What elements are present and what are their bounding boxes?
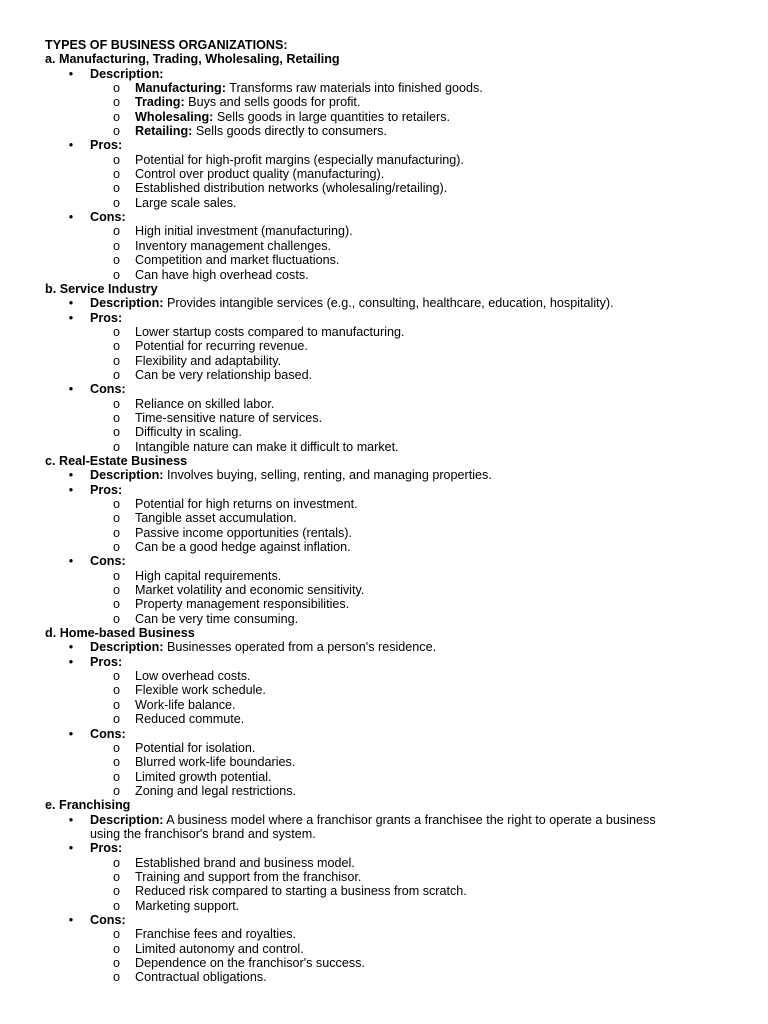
circle-bullet-icon: o (113, 124, 121, 139)
group-text: Businesses operated from a person's residence. (163, 640, 437, 655)
circle-bullet-icon: o (113, 353, 121, 368)
list-item (45, 268, 735, 282)
group-label: Cons: (90, 382, 126, 397)
list-item (45, 239, 735, 253)
group-label: Pros: (90, 310, 123, 325)
item-text: Reliance on skilled labor. (135, 396, 275, 411)
circle-bullet-icon: o (113, 195, 121, 210)
circle-bullet-icon: o (113, 439, 121, 454)
list-item (45, 597, 735, 611)
circle-bullet-icon: o (113, 869, 121, 884)
list-item (45, 397, 735, 411)
list-item (45, 167, 735, 181)
item-text: Potential for high-profit margins (especially manufacturing). (135, 152, 464, 167)
circle-bullet-icon: o (113, 697, 121, 712)
bullet-icon: • (68, 640, 74, 655)
bullet-icon: • (68, 812, 74, 827)
item-text: Potential for isolation. (135, 740, 256, 755)
list-item (45, 583, 735, 597)
group-label: Description: (90, 640, 164, 655)
circle-bullet-icon: o (113, 540, 121, 555)
group-row (45, 813, 735, 827)
list-item (45, 325, 735, 339)
list-item (45, 339, 735, 353)
item-text: Training and support from the franchisor. (135, 869, 362, 884)
item-text: Reduced risk compared to starting a business from scratch. (135, 884, 467, 899)
circle-bullet-icon: o (113, 410, 121, 425)
item-text: Buys and sells goods for profit. (184, 95, 361, 110)
section-heading: c. Real-Estate Business (45, 453, 188, 468)
list-item (45, 497, 735, 511)
list-item (45, 712, 735, 726)
item-text: Flexible work schedule. (135, 683, 266, 698)
circle-bullet-icon: o (113, 525, 121, 540)
bullet-icon: • (68, 482, 74, 497)
circle-bullet-icon: o (113, 783, 121, 798)
circle-bullet-icon: o (113, 511, 121, 526)
group-text: A business model where a franchisor grants a franchisee the right to operate a business (163, 812, 656, 827)
list-item (45, 526, 735, 540)
list-item (45, 511, 735, 525)
section-block (45, 282, 735, 454)
item-term: Retailing: (135, 124, 193, 139)
list-item (45, 411, 735, 425)
item-text: Lower startup costs compared to manufacturing. (135, 324, 405, 339)
circle-bullet-icon: o (113, 238, 121, 253)
list-item (45, 425, 735, 439)
circle-bullet-icon: o (113, 769, 121, 784)
list-item (45, 755, 735, 769)
group-row (45, 655, 735, 669)
group-label: Pros: (90, 841, 123, 856)
list-item (45, 196, 735, 210)
group-label: Description: (90, 812, 164, 827)
group-label: Pros: (90, 138, 123, 153)
circle-bullet-icon: o (113, 683, 121, 698)
bullet-icon: • (68, 468, 74, 483)
item-text: High capital requirements. (135, 568, 282, 583)
list-item (45, 110, 735, 124)
list-item (45, 153, 735, 167)
list-item (45, 956, 735, 970)
section-heading: b. Service Industry (45, 281, 158, 296)
list-item (45, 95, 735, 109)
item-text: Inventory management challenges. (135, 238, 332, 253)
list-item (45, 540, 735, 554)
list-item (45, 899, 735, 913)
circle-bullet-icon: o (113, 95, 121, 110)
item-text: High initial investment (manufacturing). (135, 224, 353, 239)
item-text: Reduced commute. (135, 712, 245, 727)
item-text: Dependence on the franchisor's success. (135, 956, 365, 970)
group-text-continuation: using the franchisor's brand and system. (90, 826, 316, 841)
circle-bullet-icon: o (113, 755, 121, 770)
list-item (45, 253, 735, 267)
item-text: Sells goods directly to consumers. (192, 124, 387, 139)
circle-bullet-icon: o (113, 253, 121, 268)
circle-bullet-icon: o (113, 267, 121, 282)
item-term: Wholesaling: (135, 109, 214, 124)
circle-bullet-icon: o (113, 425, 121, 440)
list-item (45, 569, 735, 583)
group-row (45, 382, 735, 396)
item-term: Trading: (135, 95, 185, 110)
item-text: Can be a good hedge against inflation. (135, 540, 351, 555)
item-text: Established brand and business model. (135, 855, 355, 870)
sections-container (45, 52, 735, 984)
item-text: Sells goods in large quantities to retailers. (213, 109, 450, 124)
section-block (45, 52, 735, 282)
list-item (45, 856, 735, 870)
list-item (45, 81, 735, 95)
item-text: Can have high overhead costs. (135, 267, 309, 282)
list-item (45, 124, 735, 138)
item-text: Contractual obligations. (135, 970, 267, 985)
section-heading: d. Home-based Business (45, 626, 195, 641)
bullet-icon: • (68, 554, 74, 569)
section-heading: e. Franchising (45, 798, 131, 813)
item-text: Potential for recurring revenue. (135, 339, 308, 354)
group-label: Pros: (90, 482, 123, 497)
bullet-icon: • (68, 726, 74, 741)
document-title: TYPES OF BUSINESS ORGANIZATIONS: (45, 38, 288, 52)
list-item (45, 884, 735, 898)
item-text: Control over product quality (manufacturing). (135, 167, 385, 182)
circle-bullet-icon: o (113, 898, 121, 913)
group-label: Description: (90, 66, 164, 81)
group-label: Cons: (90, 726, 126, 741)
bullet-icon: • (68, 654, 74, 669)
item-text: Limited growth potential. (135, 769, 272, 784)
group-label: Cons: (90, 912, 126, 927)
group-row (45, 554, 735, 568)
bullet-icon: • (68, 138, 74, 153)
list-item (45, 440, 735, 454)
list-item (45, 224, 735, 238)
circle-bullet-icon: o (113, 497, 121, 511)
item-text: Large scale sales. (135, 195, 237, 210)
bullet-icon: • (68, 66, 74, 81)
item-text: Franchise fees and royalties. (135, 927, 297, 942)
item-text: Tangible asset accumulation. (135, 511, 297, 526)
circle-bullet-icon: o (113, 611, 121, 626)
group-label: Cons: (90, 210, 126, 225)
list-item (45, 927, 735, 941)
circle-bullet-icon: o (113, 568, 121, 583)
bullet-icon: • (68, 310, 74, 325)
list-item (45, 368, 735, 382)
item-text: Limited autonomy and control. (135, 941, 304, 956)
list-item (45, 942, 735, 956)
circle-bullet-icon: o (113, 81, 121, 96)
group-row (45, 210, 735, 224)
group-label: Cons: (90, 554, 126, 569)
group-label: Description: (90, 296, 164, 311)
item-text: Difficulty in scaling. (135, 425, 242, 440)
circle-bullet-icon: o (113, 740, 121, 755)
group-text: Provides intangible services (e.g., consulting, healthcare, education, hospitality). (163, 296, 614, 311)
group-row (45, 311, 735, 325)
item-text: Intangible nature can make it difficult to market. (135, 439, 399, 454)
item-text: Zoning and legal restrictions. (135, 783, 297, 798)
item-text: Passive income opportunities (rentals). (135, 525, 352, 540)
section-block (45, 626, 735, 798)
list-item (45, 354, 735, 368)
list-item (45, 683, 735, 697)
group-text: Involves buying, selling, renting, and managing properties. (163, 468, 492, 483)
item-text: Can be very time consuming. (135, 611, 299, 626)
item-text: Transforms raw materials into finished goods. (225, 81, 483, 96)
list-item (45, 870, 735, 884)
circle-bullet-icon: o (113, 109, 121, 124)
circle-bullet-icon: o (113, 167, 121, 182)
bullet-icon: • (68, 841, 74, 856)
item-text: Competition and market fluctuations. (135, 253, 340, 268)
bullet-icon: • (68, 912, 74, 927)
list-item (45, 741, 735, 755)
item-text: Blurred work-life boundaries. (135, 755, 296, 770)
group-row (45, 296, 735, 310)
list-item (45, 181, 735, 195)
bullet-icon: • (68, 210, 74, 225)
circle-bullet-icon: o (113, 927, 121, 942)
bullet-icon: • (68, 296, 74, 311)
circle-bullet-icon: o (113, 339, 121, 354)
item-text: Time-sensitive nature of services. (135, 410, 323, 425)
circle-bullet-icon: o (113, 181, 121, 196)
circle-bullet-icon: o (113, 367, 121, 382)
item-text: Can be very relationship based. (135, 367, 313, 382)
item-text: Flexibility and adaptability. (135, 353, 282, 368)
circle-bullet-icon: o (113, 324, 121, 339)
group-row (45, 841, 735, 855)
group-row (45, 67, 735, 81)
section-block (45, 798, 735, 984)
circle-bullet-icon: o (113, 396, 121, 411)
list-item (45, 612, 735, 626)
item-text: Established distribution networks (wholesaling/retailing). (135, 181, 448, 196)
group-row (45, 640, 735, 654)
circle-bullet-icon: o (113, 152, 121, 167)
circle-bullet-icon: o (113, 597, 121, 612)
circle-bullet-icon: o (113, 712, 121, 727)
group-label: Pros: (90, 654, 123, 669)
item-text: Market volatility and economic sensitivity. (135, 583, 365, 598)
item-text: Marketing support. (135, 898, 240, 913)
document-body (45, 38, 735, 985)
group-row (45, 483, 735, 497)
list-item (45, 770, 735, 784)
group-row (45, 138, 735, 152)
group-row (45, 913, 735, 927)
group-label: Description: (90, 468, 164, 483)
list-item (45, 784, 735, 798)
item-text: Property management responsibilities. (135, 597, 350, 612)
list-item (45, 669, 735, 683)
item-term: Manufacturing: (135, 81, 226, 96)
circle-bullet-icon: o (113, 855, 121, 870)
section-heading: a. Manufacturing, Trading, Wholesaling, Retailing (45, 52, 340, 67)
circle-bullet-icon: o (113, 941, 121, 956)
list-item (45, 970, 735, 984)
circle-bullet-icon: o (113, 956, 121, 970)
circle-bullet-icon: o (113, 970, 121, 985)
circle-bullet-icon: o (113, 224, 121, 239)
section-block (45, 454, 735, 626)
item-text: Work-life balance. (135, 697, 236, 712)
list-item (45, 698, 735, 712)
circle-bullet-icon: o (113, 669, 121, 684)
circle-bullet-icon: o (113, 583, 121, 598)
group-row (45, 727, 735, 741)
group-row (45, 468, 735, 482)
item-text: Low overhead costs. (135, 669, 251, 684)
item-text: Potential for high returns on investment. (135, 497, 358, 511)
circle-bullet-icon: o (113, 884, 121, 899)
bullet-icon: • (68, 382, 74, 397)
